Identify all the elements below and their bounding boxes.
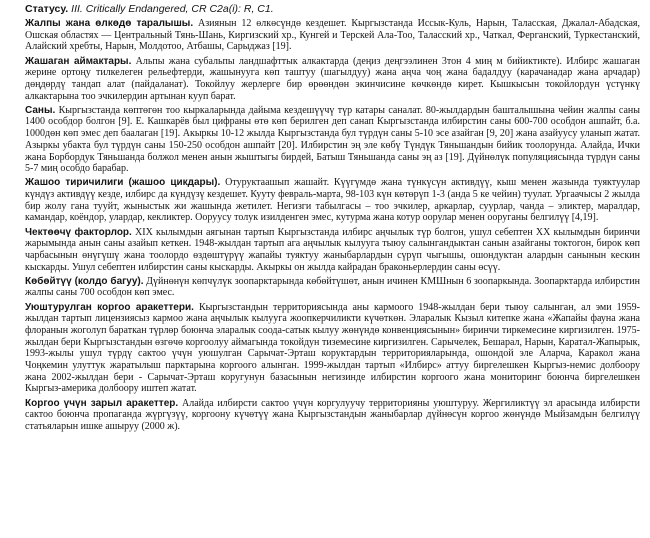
section-text: Кыргызстанда көптөгөн тоо кыркаларында дайыма кездешүүчү түр катары саналат. 80-жылдардын башталышына чейин жалпы саны 1400 особдор болгон [9]. Е. Кашкарёв был цифраны өтө көп берилген деп санап Кыргызстанда илбирстин саны 600-700 особдон ашпайт, б.а. 1000дөн көп эмес деп баалаган [19]. Акыркы 10-12 жылда Кыргызстанда бул түрдүн саны 5-10 эсе азайган [9, 20] жана азайууcу уланып жатат. Азыркы убакта бул түрдүн саны 150-250 особдон ашпайт [20]. Илбирстин эң эле көбү Түндүк Тяньшандын бийик тоолорунда. Алайда, Ички жана Борбордук Тяньшанда болжол менен анын жыштыгы бирдей, Батыш Тяньшанда саны эң аз [19]. Дүйнөлүк популяциясында түрдүн саны 5-7 миң особдо барабар. (25, 104, 640, 175)
section-heading: Жалпы жана өлкөдө таралышы. (25, 18, 194, 29)
section-life-cycle (25, 177, 640, 224)
section-text: Азиянын 12 өлкөсүндө кездешет. Кыргызстанда Иссык-Куль, Нарын, Таласская, Джалал-Абадская, Ошская областях — Центральный Тянь-Шань, Киргизский хр., Кунгей и Терскей Ала-Тоо, Таласский хр., Чаткал, Ферганский, Туркестанский, Алайский хребты, Нарын, Молдотоо, Атбашы, Сарыджаз [19]. (25, 18, 640, 53)
section-heading: Чектөөчү факторлор. (25, 226, 132, 238)
section-captive-breeding (25, 276, 640, 299)
section-text: Альпы жана субальпы ландшафттык алкактарда (деңиз деңгээлинен 3тон 4 миң м бийиктикте). Илбирс жашаган жерине ортоңу тилкелеген рельефтерди, жашынууга көп таштуу (шагылдуу) жана аңча чоң жана бадалдуу (карачанадар жана арчадар) дөңдөрдү тандап алат (пайдаланат). Токойлуу жерлергe бир өрөөндөн экинчисине көчкөндө кирет. Кышкысын токойлордун үстүнкү алкактарына тоо эчкилердин артынан кууп барат. (25, 55, 640, 102)
status-label: Статусу. (25, 3, 69, 15)
section-text: Дүйнөнүн көпчүлүк зоопарктарында көбөйтүшөт, анын ичинен КМШнын 6 зоопаркында. Зоопарктарда илбирстин жалпы саны 700 особдон көп эмес. (25, 275, 640, 299)
section-limiting-factors (25, 227, 640, 274)
section-heading: Саны. (25, 104, 56, 116)
section-protection-measures (25, 302, 640, 396)
section-distribution (25, 18, 640, 53)
section-required-actions (25, 398, 640, 433)
section-text: Отуруктаашып жашайт. Күүгүмдө жана түнкүсүн активдүү, кыш менен жазында туяктуулар күндүз активдүү кезде, илбирс да күндүзү кездешет. Кууту февраль-марта, 98-103 күн көтөрүп 1-3 (анда 5 ке чейин) туулат. Ургаачысы 2 жылда бир жолу гана тууйт, жыныстык жи жашында жетилет. Негизги табылгасы – тоо эчкилер, аркарлар, суурлар, чанда – эликтер, маралдар, камандар, коёндор, улардар, кекликтер. Оорууcу толук изилденген эмес, кутурма жана котур оорулар менен ооруганы белгилүү [4,19]. (25, 177, 641, 224)
status-category: III. Critically Endangered, CR C2a(i): R, C1. (71, 3, 274, 15)
section-heading: Уюштурулган коргоо аракеттери. (25, 301, 194, 313)
section-text: Кыргызстандын территориясында аны кармоого 1948-жылдан бери тыюу салынган, ал эми 1959-жылдан тартып лицензиясыз кармоо жана аңчылык кылууга жоопкерчиликти күчөткөн. Эларалык Кызыл китепке жана «Жапайы фауна жана флоранын жоголуп бараткан түрлөр боюнча эларалык соода-сатык кылуу жөнүндө конвенциясынын» биринчи тиркемесине киргизилген. 1975-жылдан бери Кыргызстандын өзгөчө коргоолуу аймагында токойдун тиземесине киргизилген. Сарычелек, Бешарал, Нарын, Каратал-Жапырык, 1993-жылы ушул түрдү сактоо үчүн уюшулган Сарычат-Эрташ коруктардын территорияларында, ошондой эле Аларча, Каракол жана Чоңкемин улуттук жаратылыш парктарына коргоого алынган. 1999-жылдан тартып «Илбирс» аттуу биргелешкен Кыргыз-немис долбоору жана 2002-жылдан бери - Сарычат-Эрташ коругунун базасынын негизинде илбирстин коргоого жана мониторинг боюнча биргелешкен Кыргыз-америка долбоору иштеп жатат. (25, 301, 640, 395)
section-text: Алайда илбирсти сактоо үчүн коргулуучу территорияны уюштуруу. Жергиликтүү эл арасында илбирсти сактоо боюнча пропаганда жүргүзүү, коргоону күчөтүү жана Кыргызстандын жаныбарлар дүйнөсүн коргоо жөнүндө Мыйзамдын белгилүү статьяларын ишке ашыруу (2000 ж). (25, 397, 640, 432)
section-population (25, 105, 640, 175)
section-heading: Жашоо тиричилиги (жашоо цикдары). (25, 177, 221, 189)
section-heading: Жашаган аймактары. (25, 55, 132, 67)
section-heading: Көбөйтүү (колдо багуу). (25, 275, 144, 287)
section-habitat (25, 56, 640, 103)
section-heading: Коргоо үчүн зарыл аракеттер. (25, 397, 179, 409)
section-text: XIX кылымдын аягынан тартып Кыргызстанда илбирс аңчылык түр болгон, ушул себептен XX кылымдын биринчи жарымында анын саны азайып кеткен. 1948-жылдан тартып ага аңчылык кылууга тыюу салынгандыктан санын азайганы токтогон, бирок көп чарбасынын өнүгүшү жана тоолордо өздөштүрүү жапайы туяктуу жаныбарлардын сүрүп чыгышы, ошондуктан алардын санынын кескин кыскарды. Ушул себептен илбирстин саны кыскарды. Акыркы он жылда кайрадан браконьерлердин саны өсүү. (25, 226, 641, 273)
status-line (25, 3, 640, 16)
